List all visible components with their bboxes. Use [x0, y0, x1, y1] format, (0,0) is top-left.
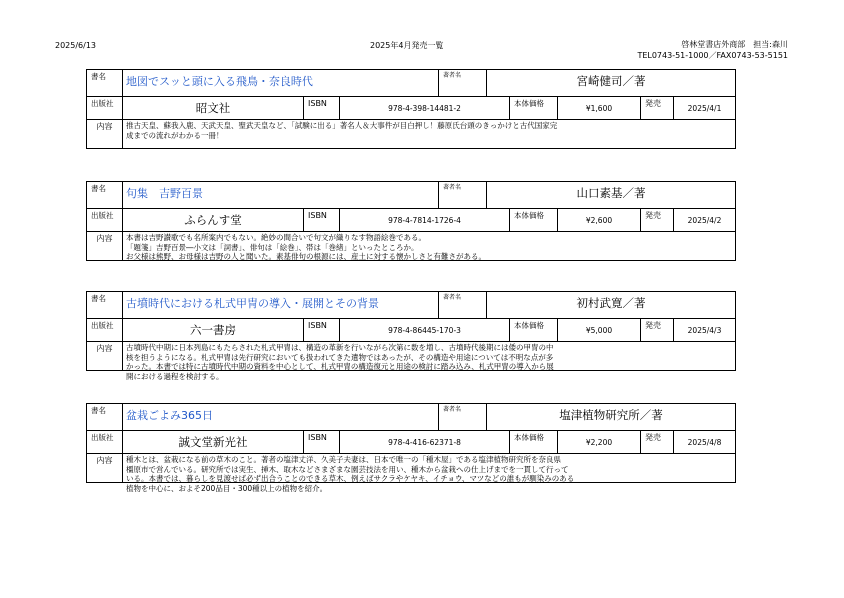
publisher-label: 出版社 [87, 431, 123, 454]
book-title: 盆栽ごよみ365日 [123, 404, 439, 431]
isbn-label: ISBN [304, 97, 340, 120]
book-entry [86, 291, 736, 381]
book-publisher: ふらんす堂 [123, 209, 304, 232]
book-description [123, 342, 735, 381]
content-line: 橿原市で営んでいる。研究所では実生、挿木、取木などさまざまな園芸技法を用い、種木から盆栽への仕上げまでを一貫して行って [126, 464, 569, 474]
contact-line-1: 啓林堂書店外商部 担当:森川 [681, 40, 788, 49]
book-isbn: 978-4-398-14481-2 [340, 97, 510, 120]
price-label: 本体価格 [510, 209, 558, 232]
book-author: 初村武寛／著 [487, 292, 735, 319]
book-title: 句集 吉野百景 [123, 182, 439, 209]
release-date: 2025/4/1 [674, 97, 735, 120]
price-label: 本体価格 [510, 431, 558, 454]
publisher-label: 出版社 [87, 319, 123, 342]
isbn-label: ISBN [304, 319, 340, 342]
content-label: 内容 [87, 232, 123, 260]
release-date: 2025/4/3 [674, 319, 735, 342]
content-label: 内容 [87, 120, 123, 148]
book-entry [86, 181, 736, 261]
title-label: 書名 [87, 182, 123, 209]
book-price: ¥5,000 [558, 319, 641, 342]
author-label: 著者名 [439, 404, 487, 431]
isbn-label: ISBN [304, 209, 340, 232]
book-description [123, 454, 735, 493]
release-date: 2025/4/8 [674, 431, 735, 454]
price-label: 本体価格 [510, 319, 558, 342]
title-label: 書名 [87, 292, 123, 319]
content-line: 開における過程を検討する。 [126, 371, 224, 381]
author-label: 著者名 [439, 292, 487, 319]
book-publisher: 誠文堂新光社 [123, 431, 304, 454]
book-author: 山口素基／著 [487, 182, 735, 209]
book-author: 塩津植物研究所／著 [487, 404, 735, 431]
contact-line-2: TEL0743-51-1000／FAX0743-53-5151 [637, 51, 788, 60]
book-price: ¥1,600 [558, 97, 641, 120]
content-line: いる。本書では、暮らしを見渡せば必ず出合うことのできる草木、例えばサクラやケヤキ、イチョウ、マツなどの誰もが馴染みのある [126, 474, 575, 483]
book-entry [86, 69, 736, 149]
content-line: 「題箋」吉野百景―小文は「詞書」、俳句は「絵巻」、帯は「巻緒」といったところか。 [126, 242, 419, 252]
isbn-label: ISBN [304, 431, 340, 454]
book-isbn: 978-4-86445-170-3 [340, 319, 510, 342]
book-isbn: 978-4-7814-1726-4 [340, 209, 510, 232]
content-line: 種木とは、盆栽になる前の草木のこと。著者の塩津丈洋、久美子夫妻は、日本で唯一の「種木屋」である塩津植物研究所を奈良県 [126, 455, 561, 464]
content-line: お父様は熊野、お母様は吉野の人と聞いた。素基俳句の根源には、産土に対する懐かしさと有難さがある。 [126, 252, 486, 261]
release-label: 発売 [641, 431, 674, 454]
title-label: 書名 [87, 404, 123, 431]
book-description [123, 232, 735, 260]
book-title: 地図でスッと頭に入る飛鳥・奈良時代 [123, 70, 439, 97]
book-publisher: 昭文社 [123, 97, 304, 120]
release-label: 発売 [641, 209, 674, 232]
book-entry [86, 403, 736, 493]
book-price: ¥2,200 [558, 431, 641, 454]
book-title: 古墳時代における札式甲冑の導入・展開とその背景 [123, 292, 439, 319]
book-description [123, 120, 735, 148]
contact-info [637, 39, 788, 61]
title-label: 書名 [87, 70, 123, 97]
release-date: 2025/4/2 [674, 209, 735, 232]
content-line: 核を担うようになる。札式甲冑は先行研究においても扱われてきた遺物ではあったが、その構造や用途については不明な点が多 [126, 352, 554, 362]
author-label: 著者名 [439, 70, 487, 97]
page-title: 2025年4月発売一覧 [370, 41, 444, 50]
book-publisher: 六一書房 [123, 319, 304, 342]
book-price: ¥2,600 [558, 209, 641, 232]
content-line: 植物を中心に、およそ200品目・300種以上の植物を紹介。 [126, 483, 328, 493]
content-label: 内容 [87, 454, 123, 482]
release-label: 発売 [641, 319, 674, 342]
book-author: 宮崎健司／著 [487, 70, 735, 97]
book-isbn: 978-4-416-62371-8 [340, 431, 510, 454]
content-line: 古墳時代中期に日本列島にもたらされた札式甲冑は、構造の革新を行いながら次第に数を増し、古墳時代後期には倭の甲冑の中 [126, 343, 554, 352]
content-line: 本書は吉野讃歌でも名所案内でもない。絶妙の間合いで句文が織りなす物語絵巻である。 [126, 233, 426, 242]
content-line: 推古天皇、蘇我入鹿、天武天皇、聖武天皇など、「試験に出る」著名人＆大事件が目白押し！藤原氏台頭のきっかけと古代国家完 [126, 121, 558, 130]
publisher-label: 出版社 [87, 97, 123, 120]
release-label: 発売 [641, 97, 674, 120]
content-line: 成までの流れがわかる一冊！ [126, 130, 224, 140]
content-label: 内容 [87, 342, 123, 370]
print-date: 2025/6/13 [55, 41, 97, 50]
content-line: かった。本書では特に古墳時代中期の資料を中心として、札式甲冑の構造復元と用途の検討に踏み込み、札式甲冑の導入から展 [126, 362, 554, 371]
author-label: 著者名 [439, 182, 487, 209]
publisher-label: 出版社 [87, 209, 123, 232]
price-label: 本体価格 [510, 97, 558, 120]
